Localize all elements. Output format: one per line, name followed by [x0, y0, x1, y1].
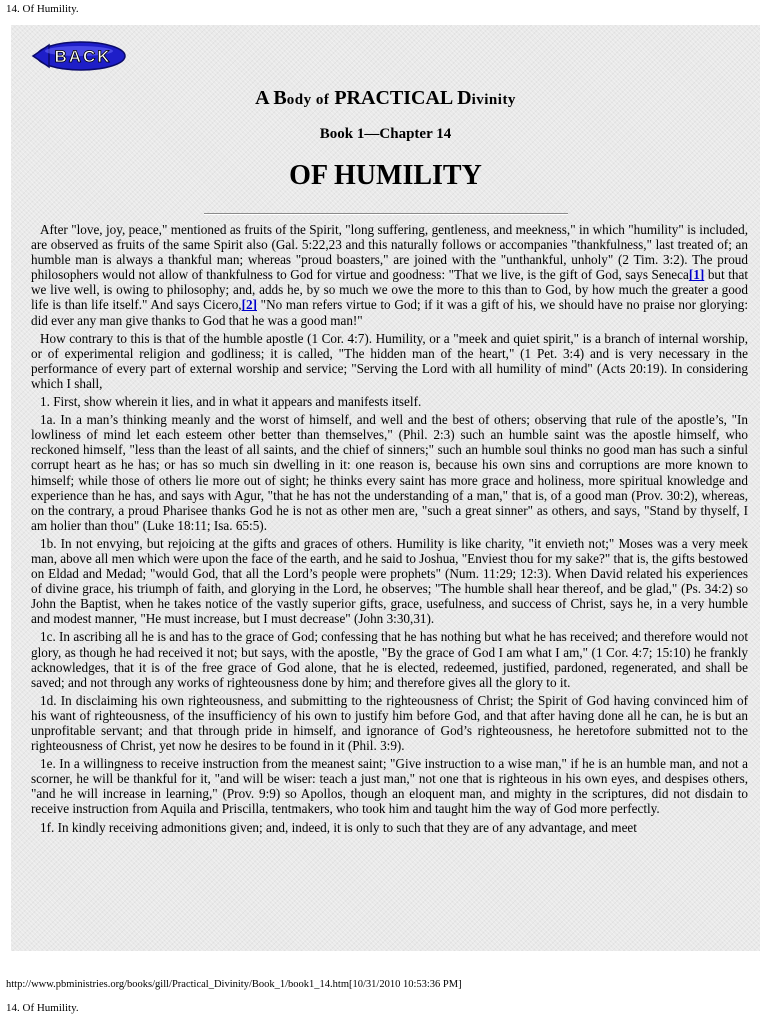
paragraph: 1c. In ascribing all he is and has to the grace of God; confessing that he has nothing but what he has received; and therefore would not glory, as though he had received it not; but says, with the apostle, "By the grace of God I am what I am," (1 Cor. 4:7; 15:10) he frankly acknowledges, that it is of the free grace of God alone, that he is elected, redeemed, justified, pardoned, regenerated, and shall be saved; and not through any works of righteousness done by him; and therefore gives all the glory to it. — [31, 629, 748, 690]
paragraph: 1d. In disclaiming his own righteousness, and submitting to the righteousness of Christ; the Spirit of God having convinced him of his want of righteousness, of the insufficiency of his own to justify him before God, and that after having done all he can, he is but an unprofitable servant; and that through pride in himself, and ignorance of God’s righteousness, he heretofore submitted not to the righteousness of Christ, yet now he desires to be found in it (Phil. 3:9). — [31, 692, 748, 754]
back-button[interactable] — [31, 39, 127, 73]
article-body — [31, 222, 748, 838]
print-header: 14. Of Humility. — [6, 3, 79, 15]
paragraph: 1a. In a man’s thinking meanly and the worst of himself, and well and the best of others; observing that rule of the apostle’s, "In lowliness of mind let each esteem other better than themselves," (Phil. 2:3) such an humble saint was the apostle himself, who reckoned himself, "less than the least of all saints, and the chief of sinners;" such an humble soul thinks no good man has such a sinful corrupt heart as he has; or has so much sin dwelling in it: one reason is, because his own sins and corruptions are more known to himself; while those of others lie more out of sight; he thinks every saint has more grace and holiness, more spiritual knowledge and experience than he has, and says with Agur, "that he has not the understanding of a man," that is, of a good man (Prov. 30:2), whereas, on the contrary, a proud Pharisee thanks God he is not as other men are, "such a great sinner" as others, and says, "Stand by thyself, I am holier than thou" (Luke 18:11; Isa. 65:5). — [31, 412, 748, 533]
site-title: A Body of PRACTICAL Divinity — [255, 87, 516, 109]
footnote-link[interactable]: [2] — [241, 297, 257, 313]
page-content — [11, 25, 760, 951]
paragraph: 1f. In kindly receiving admonitions given; and, indeed, it is only to such that they are of any advantage, and meet — [40, 819, 637, 835]
paragraph: 1e. In a willingness to receive instruction from the meanest saint; "Give instruction to a wise man," if he is an humble man, and not a scorner, he will be thankful for it, "and will be wiser: teach a just man," not one that is righteous in his own eyes, and despises others, "and he will increase in learning," (Prov. 9:9) so Apollos, though an eloquent man, and mighty in the scriptures, did not disdain to receive instruction from Aquila and Priscilla, tentmakers, who took him and taught him the way of God more perfectly. — [31, 756, 748, 817]
paragraph: 1b. In not envying, but rejoicing at the gifts and graces of others. Humility is like charity, "it envieth not;" Moses was a very meek man, above all men which were upon the face of the earth, and he said to Joshua, "Enviest thou for my sake?" that is, the gifts bestowed on Eldad and Medad; "would God, that all the Lord’s people were prophets" (Num. 11:29; 12:3). When David related his experiences of divine grace, his triumph of faith, and glorying in the Lord, he observes; "The humble shall hear thereof, and be glad," (Ps. 34:2) so John the Baptist, when he takes notice of the vastly superior gifts, grace, usefulness, and success of Christ, says he, in a very humble and modest manner, "He must increase, but I must decrease" (John 3:30,31). — [31, 535, 748, 627]
back-label: BACK — [54, 47, 112, 66]
paragraph: How contrary to this is that of the humble apostle (1 Cor. 4:7). Humility, or a "meek and quiet spirit," is a branch of internal worship, or of experimental religion and godliness; it is called, "The hidden man of the heart," (1 Pet. 3:4) and is very necessary in the performance of every part of external worship and service; "Serving the Lord with all humility of mind" (Acts 20:19). In considering which I shall, — [31, 330, 748, 391]
paragraph: 1. First, show wherein it lies, and in what it appears and manifests itself. — [40, 394, 422, 410]
footer-title: 14. Of Humility. — [6, 1002, 79, 1014]
page-title: OF HUMILITY — [289, 160, 482, 191]
divider — [204, 213, 568, 215]
footnote-link[interactable]: [1] — [688, 267, 705, 283]
paragraph: After "love, joy, peace," mentioned as fruits of the Spirit, "long suffering, gentleness, and meekness," in which "humility" is included, are observed as fruits of the same Spirit also (Gal. 5:22,23 and this naturally follows or accompanies "thankfulness," last treated of; an humble man is always a thankful man; whereas "proud boasters," are joined with the "unthankful, unholy" (2 Tim. 3:2). The proud philosophers would not allow of thankfulness to God for virtue and goodness: "That we live, is the gift of God, says Seneca[1] but that we live well, is owing to philosophy; and, adds he, by so much we owe the more to this than to God, by how much the greater a good life is than life itself." And says Cicero,[2] "No man refers virtue to God; if it was a gift of his, we should have no praise nor glorying: did ever any man give thanks to God that he was a good man!" — [31, 222, 749, 328]
footer-url: http://www.pbministries.org/books/gill/Practical_Divinity/Book_1/book1_14.htm[10/31/2010 10:53:36 PM] — [6, 979, 462, 990]
back-arrow-icon — [31, 39, 127, 73]
chapter-label: Book 1—Chapter 14 — [319, 126, 452, 142]
